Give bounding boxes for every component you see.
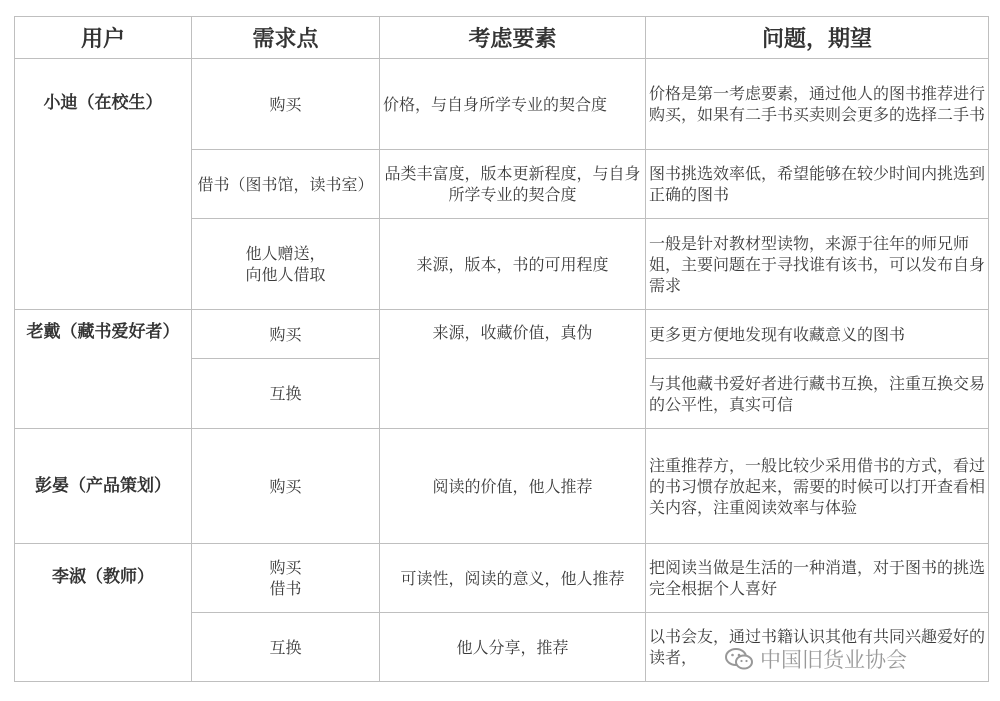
user-cell-pengyan: 彭晏（产品策划） xyxy=(15,429,192,544)
user-cell-laodai: 老戴（藏书爱好者） xyxy=(15,310,192,429)
factor-cell: 阅读的价值，他人推荐 xyxy=(380,429,646,544)
issue-cell: 图书挑选效率低，希望能够在较少时间内挑选到正确的图书 xyxy=(646,150,989,219)
need-line: 购买 xyxy=(269,558,302,577)
need-cell: 购买 xyxy=(192,310,380,359)
header-row xyxy=(15,17,989,59)
user-needs-table xyxy=(14,16,989,682)
issue-cell: 更多更方便地发现有收藏意义的图书 xyxy=(646,310,989,359)
header-issue: 问题，期望 xyxy=(646,17,989,59)
need-cell: 购买 xyxy=(192,429,380,544)
need-cell: 借书（图书馆，读书室） xyxy=(192,150,380,219)
factor-cell: 他人分享，推荐 xyxy=(380,613,646,682)
need-line: 他人赠送， xyxy=(245,244,326,263)
factor-cell: 品类丰富度，版本更新程度，与自身所学专业的契合度 xyxy=(380,150,646,219)
table-row xyxy=(15,544,989,613)
issue-cell: 以书会友，通过书籍认识其他有共同兴趣爱好的读者， xyxy=(646,613,989,682)
header-need: 需求点 xyxy=(192,17,380,59)
need-cell: 购买 xyxy=(192,59,380,150)
user-cell-xiaodi: 小迪（在校生） xyxy=(15,59,192,310)
issue-cell: 注重推荐方，一般比较少采用借书的方式，看过的书习惯存放起来，需要的时候可以打开查看相关内容，注重阅读效率与体验 xyxy=(646,429,989,544)
issue-cell: 一般是针对教材型读物，来源于往年的师兄师姐，主要问题在于寻找谁有该书，可以发布自身需求 xyxy=(646,219,989,310)
user-cell-lishu: 李淑（教师） xyxy=(15,544,192,682)
header-user: 用户 xyxy=(15,17,192,59)
need-line: 借书 xyxy=(269,579,302,598)
need-cell xyxy=(192,544,380,613)
factor-cell: 价格，与自身所学专业的契合度 xyxy=(380,59,646,150)
table-container xyxy=(14,16,988,682)
need-cell xyxy=(192,219,380,310)
header-factor: 考虑要素 xyxy=(380,17,646,59)
table-row xyxy=(15,310,989,359)
issue-cell: 把阅读当做是生活的一种消遣，对于图书的挑选完全根据个人喜好 xyxy=(646,544,989,613)
issue-cell: 价格是第一考虑要素，通过他人的图书推荐进行购买，如果有二手书买卖则会更多的选择二手书 xyxy=(646,59,989,150)
need-line: 向他人借取 xyxy=(245,265,326,284)
watermark-text: 中国旧货业协会 xyxy=(760,648,907,672)
need-cell: 互换 xyxy=(192,613,380,682)
table-row xyxy=(15,429,989,544)
table-row xyxy=(15,59,989,150)
need-cell: 互换 xyxy=(192,359,380,429)
factor-cell: 来源，收藏价值，真伪 xyxy=(380,310,646,429)
issue-cell: 与其他藏书爱好者进行藏书互换，注重互换交易的公平性，真实可信 xyxy=(646,359,989,429)
factor-cell: 来源，版本，书的可用程度 xyxy=(380,219,646,310)
factor-cell: 可读性，阅读的意义，他人推荐 xyxy=(380,544,646,613)
